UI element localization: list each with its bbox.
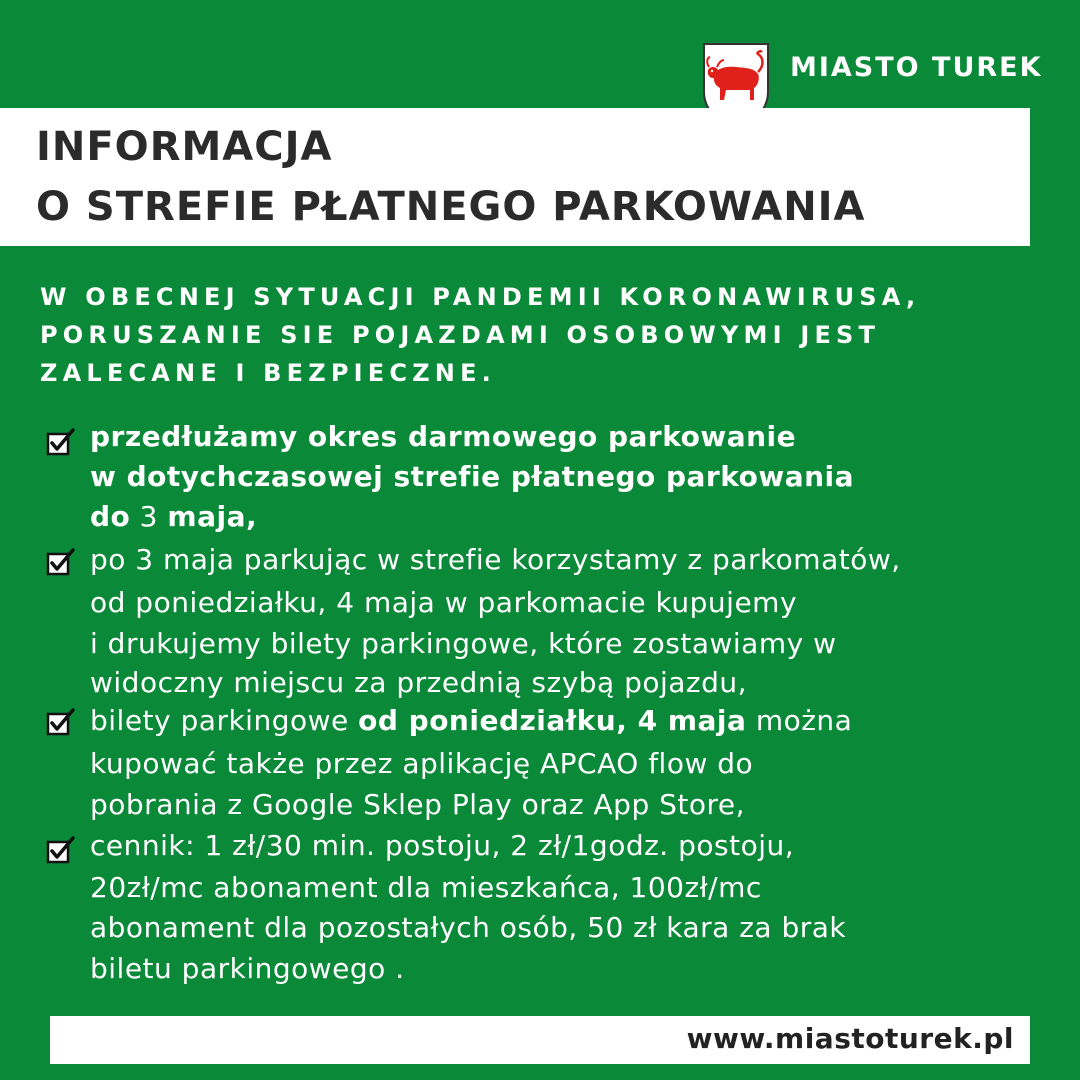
bullet-3-line-1	[90, 698, 852, 744]
bullet-2-line-4: widoczny miejscu za przednią szybą pojazdu,	[90, 666, 748, 699]
bullet-3-line-3: pobrania z Google Sklep Play oraz App Store,	[90, 788, 746, 821]
bullet-2-line-1: po 3 maja parkując w strefie korzystamy z parkomatów,	[90, 543, 901, 576]
intro-line-2: PORUSZANIE SIE POJAZDAMI OSOBOWYMI JEST	[40, 321, 881, 349]
checkbox-checked-icon	[46, 548, 76, 578]
bullet-3-line-1-a: bilety parkingowe	[90, 704, 359, 737]
bullet-3-line-1-c: można	[746, 704, 853, 737]
bullet-4-line-2: 20zł/mc abonament dla mieszkańca, 100zł/mc	[90, 871, 762, 904]
bullet-1-line-1: przedłużamy okres darmowego parkowanie	[90, 420, 797, 453]
bullet-4-line-3: abonament dla pozostałych osób, 50 zł kara za brak	[90, 911, 847, 944]
page-title-line-2: O STREFIE PŁATNEGO PARKOWANIA	[36, 184, 866, 230]
page-title-line-1: INFORMACJA	[36, 124, 333, 170]
bullet-4-line-4: biletu parkingowego .	[90, 952, 405, 985]
brand-name: MIASTO TUREK	[790, 52, 1043, 83]
intro-line-1: W OBECNEJ SYTUACJI PANDEMII KORONAWIRUSA,	[40, 283, 921, 311]
bullet-1-line-2: w dotychczasowej strefie płatnego parkowania	[90, 460, 855, 493]
bullet-3-line-1-b: od poniedziałku, 4 maja	[358, 704, 747, 737]
bullet-1-line-3	[90, 494, 257, 540]
website-link[interactable]: www.miastoturek.pl	[686, 1022, 1014, 1055]
checkbox-checked-icon	[46, 708, 76, 738]
footer-bar	[50, 1016, 1030, 1064]
bullet-1-line-3-a: do	[90, 500, 131, 533]
intro-line-3: ZALECANE I BEZPIECZNE.	[40, 359, 496, 387]
bullet-2-line-2: od poniedziałku, 4 maja w parkomacie kupujemy	[90, 586, 798, 619]
bullet-4-line-1: cennik: 1 zł/30 min. postoju, 2 zł/1godz. postoju,	[90, 829, 795, 862]
bullet-1-line-3-c: maja,	[167, 500, 258, 533]
bullet-3-line-2: kupować także przez aplikację APCAO flow do	[90, 747, 754, 780]
checkbox-checked-icon	[46, 836, 76, 866]
bullet-2-line-3: i drukujemy bilety parkingowe, które zostawiamy w	[90, 627, 837, 660]
checkbox-checked-icon	[46, 428, 76, 458]
bullet-1-line-3-b: 3	[130, 500, 168, 533]
